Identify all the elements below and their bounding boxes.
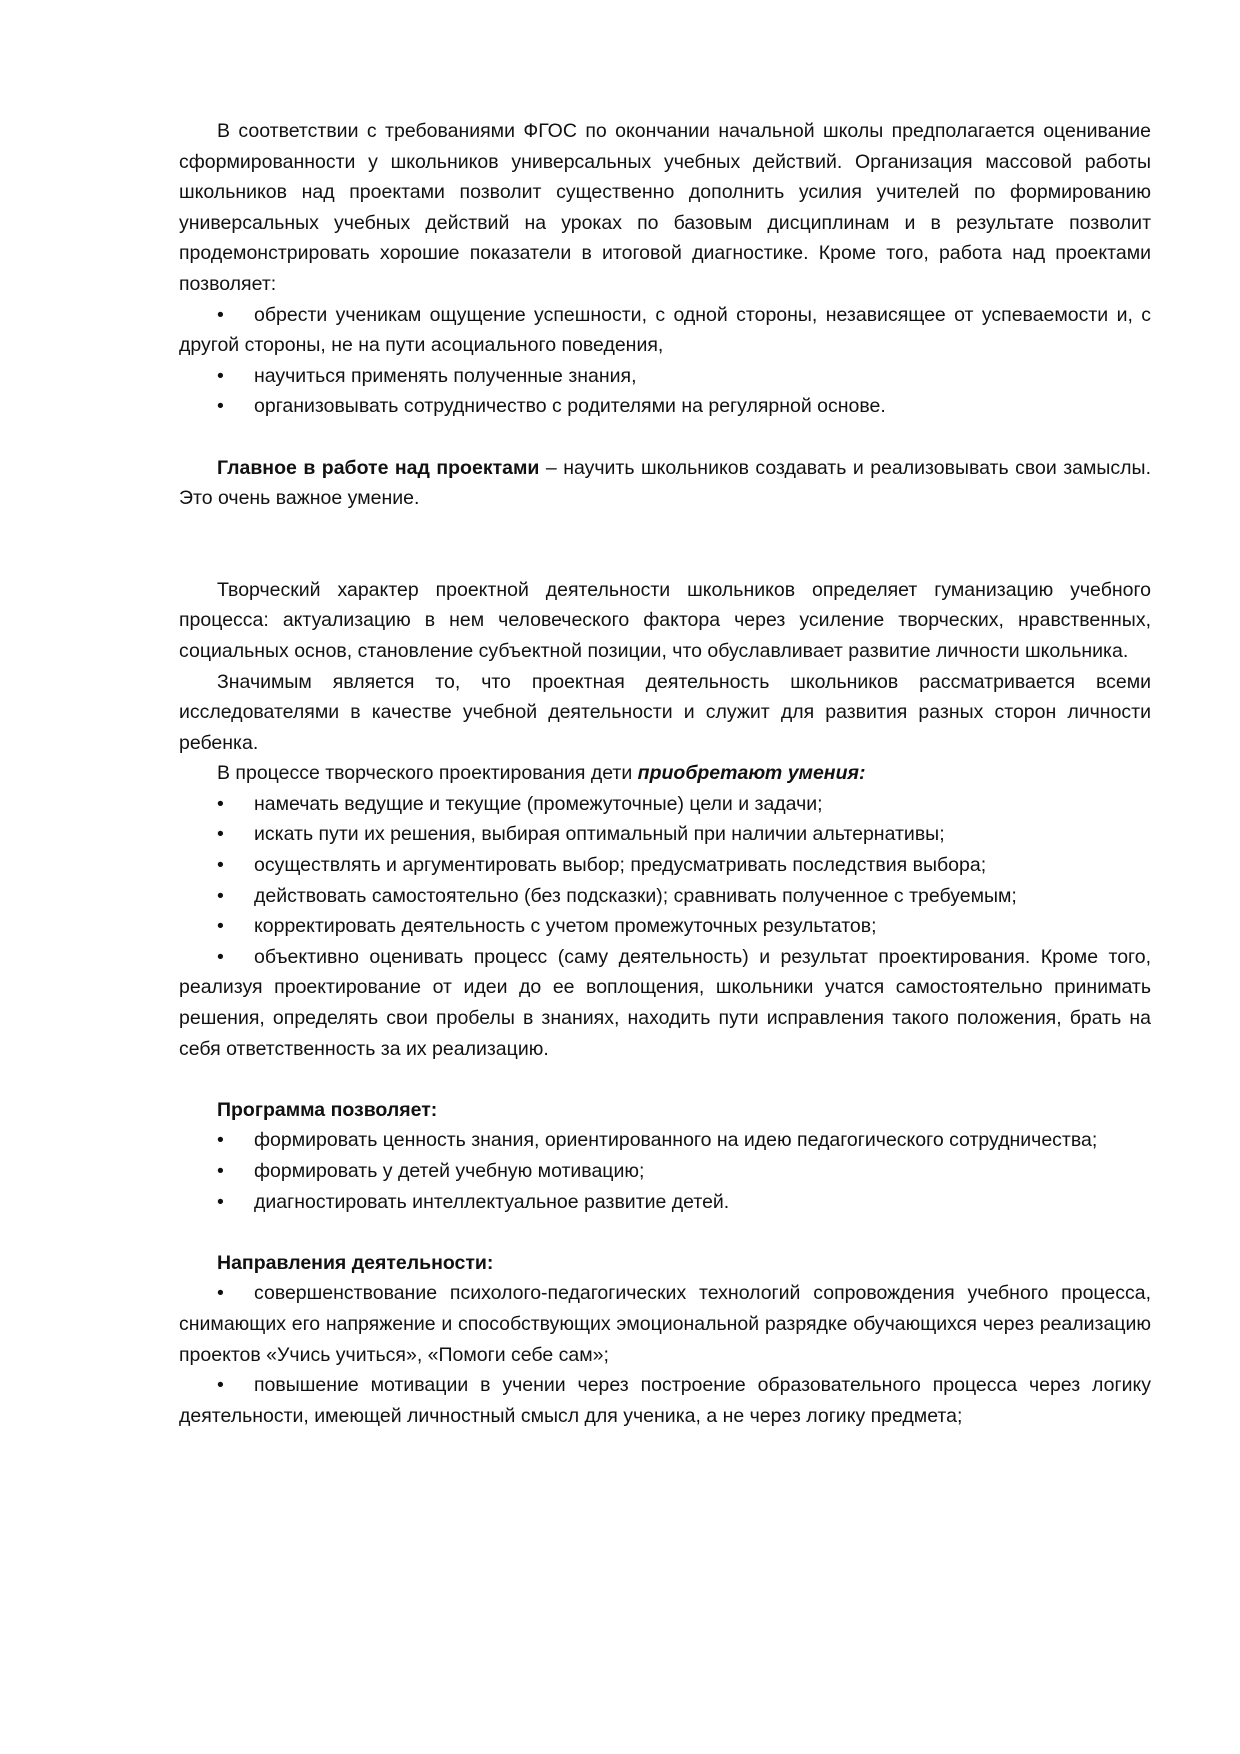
heading-program-text: Программа позволяет: bbox=[217, 1098, 438, 1121]
list-item-text: совершенствование психолого-педагогических технологий сопровождения учебного процесса, снимающих его напряжение и способствующих эмоциональной разрядке обучающихся через реализацию проектов «Учись учиться», «Помоги себе сам»; bbox=[179, 1282, 1151, 1366]
paragraph-significance: Значимым является то, что проектная деятельность школьников рассматривается всеми исследователями в качестве учебной деятельности и служит для развития разных сторон личности ребенка. bbox=[179, 670, 1151, 754]
list-item bbox=[179, 819, 1151, 850]
list-item-text: формировать у детей учебную мотивацию; bbox=[254, 1160, 645, 1182]
bullet-icon: • bbox=[217, 884, 224, 907]
bullet-icon: • bbox=[217, 303, 224, 326]
bullet-icon: • bbox=[217, 854, 224, 877]
list-item-text: формировать ценность знания, ориентированного на идею педагогического сотрудничества; bbox=[254, 1129, 1098, 1152]
bullet-icon: • bbox=[217, 364, 224, 387]
list-item bbox=[179, 1370, 1151, 1431]
paragraph-creative: Творческий характер проектной деятельности школьников определяет гуманизацию учебного процесса: актуализацию в нем человеческого фактора через усиление творческих, нравственных, социальных основ, становление субъектной позиции, что обуславливает развитие личности школьника. bbox=[179, 578, 1151, 662]
heading-directions-text: Направления деятельности: bbox=[217, 1251, 494, 1274]
list-item bbox=[179, 1125, 1151, 1156]
bullet-icon: • bbox=[217, 1129, 224, 1152]
bullet-icon: • bbox=[217, 915, 224, 938]
list-item bbox=[179, 1156, 1151, 1187]
bullet-icon: • bbox=[217, 823, 224, 846]
list-item bbox=[179, 881, 1151, 912]
bullet-icon: • bbox=[217, 792, 224, 815]
list-item-text: диагностировать интеллектуальное развитие детей. bbox=[254, 1190, 730, 1213]
list-item bbox=[179, 1278, 1151, 1370]
list-item-text: повышение мотивации в учении через построение образовательного процесса через логику деятельности, имеющей личностный смысл для ученика, а не через логику предмета; bbox=[179, 1374, 1151, 1427]
paragraph-fgos: В соответствии с требованиями ФГОС по окончании начальной школы предполагается оценивание сформированности у школьников универсальных учебных действий. Организация массовой работы школьников над проектами позволит существенно дополнить усилия учителей по формированию универсальных учебных действий на уроках по базовым дисциплинам и в результате позволит продемонстрировать хорошие показатели в итоговой диагностике. Кроме того, работа над проектами позволяет: bbox=[179, 120, 1151, 295]
heading-program bbox=[179, 1095, 1151, 1126]
list-program bbox=[179, 1125, 1151, 1217]
list-item bbox=[179, 300, 1151, 361]
list-directions bbox=[179, 1278, 1151, 1431]
list-skills bbox=[179, 789, 1151, 1064]
list-item bbox=[179, 1187, 1151, 1218]
list-item-text: научиться применять полученные знания, bbox=[254, 364, 637, 387]
list-item-text: действовать самостоятельно (без подсказки); сравнивать полученное с требуемым; bbox=[254, 884, 1017, 907]
paragraph-main bbox=[179, 453, 1151, 514]
skills-intro-text: В процессе творческого проектирования дети bbox=[217, 762, 638, 785]
skills-emphasis: приобретают умения: bbox=[637, 762, 866, 785]
bullet-icon: • bbox=[217, 1374, 224, 1397]
bullet-icon: • bbox=[217, 1190, 224, 1213]
paragraph-skills-intro bbox=[179, 758, 1151, 789]
document-page bbox=[179, 116, 1151, 1431]
list-item-text: организовывать сотрудничество с родителями на регулярной основе. bbox=[254, 395, 886, 418]
list-item bbox=[179, 850, 1151, 881]
heading-directions bbox=[179, 1248, 1151, 1279]
list-item bbox=[179, 911, 1151, 942]
bullet-icon: • bbox=[217, 1160, 224, 1182]
list-benefits bbox=[179, 300, 1151, 422]
list-item-text: обрести ученикам ощущение успешности, с одной стороны, независящее от успеваемости и, с другой стороны, не на пути асоциального поведения, bbox=[179, 303, 1151, 357]
list-item-text: осуществлять и аргументировать выбор; предусматривать последствия выбора; bbox=[254, 854, 987, 877]
bullet-icon: • bbox=[217, 395, 224, 418]
list-item bbox=[179, 391, 1151, 422]
list-item-text: искать пути их решения, выбирая оптимальный при наличии альтернативы; bbox=[254, 823, 945, 846]
bullet-icon: • bbox=[217, 1282, 224, 1305]
list-item bbox=[179, 789, 1151, 820]
main-emphasis: Главное в работе над проектами bbox=[217, 456, 540, 479]
bullet-icon: • bbox=[217, 945, 224, 968]
list-item bbox=[179, 942, 1151, 1064]
list-item bbox=[179, 361, 1151, 392]
list-item-text: корректировать деятельность с учетом промежуточных результатов; bbox=[254, 915, 877, 938]
list-item-text: намечать ведущие и текущие (промежуточные) цели и задачи; bbox=[254, 792, 823, 815]
list-item-text: объективно оценивать процесс (саму деятельность) и результат проектирования. Кроме того, реализуя проектирование от идеи до ее воплощения, школьники учатся самостоятельно принимать решения, определять свои пробелы в знаниях, находить пути исправления такого положения, брать на себя ответственность за их реализацию. bbox=[179, 945, 1151, 1060]
main-text: – научить школьников создавать и реализовывать свои замыслы. Это очень важное умение. bbox=[179, 456, 1151, 510]
